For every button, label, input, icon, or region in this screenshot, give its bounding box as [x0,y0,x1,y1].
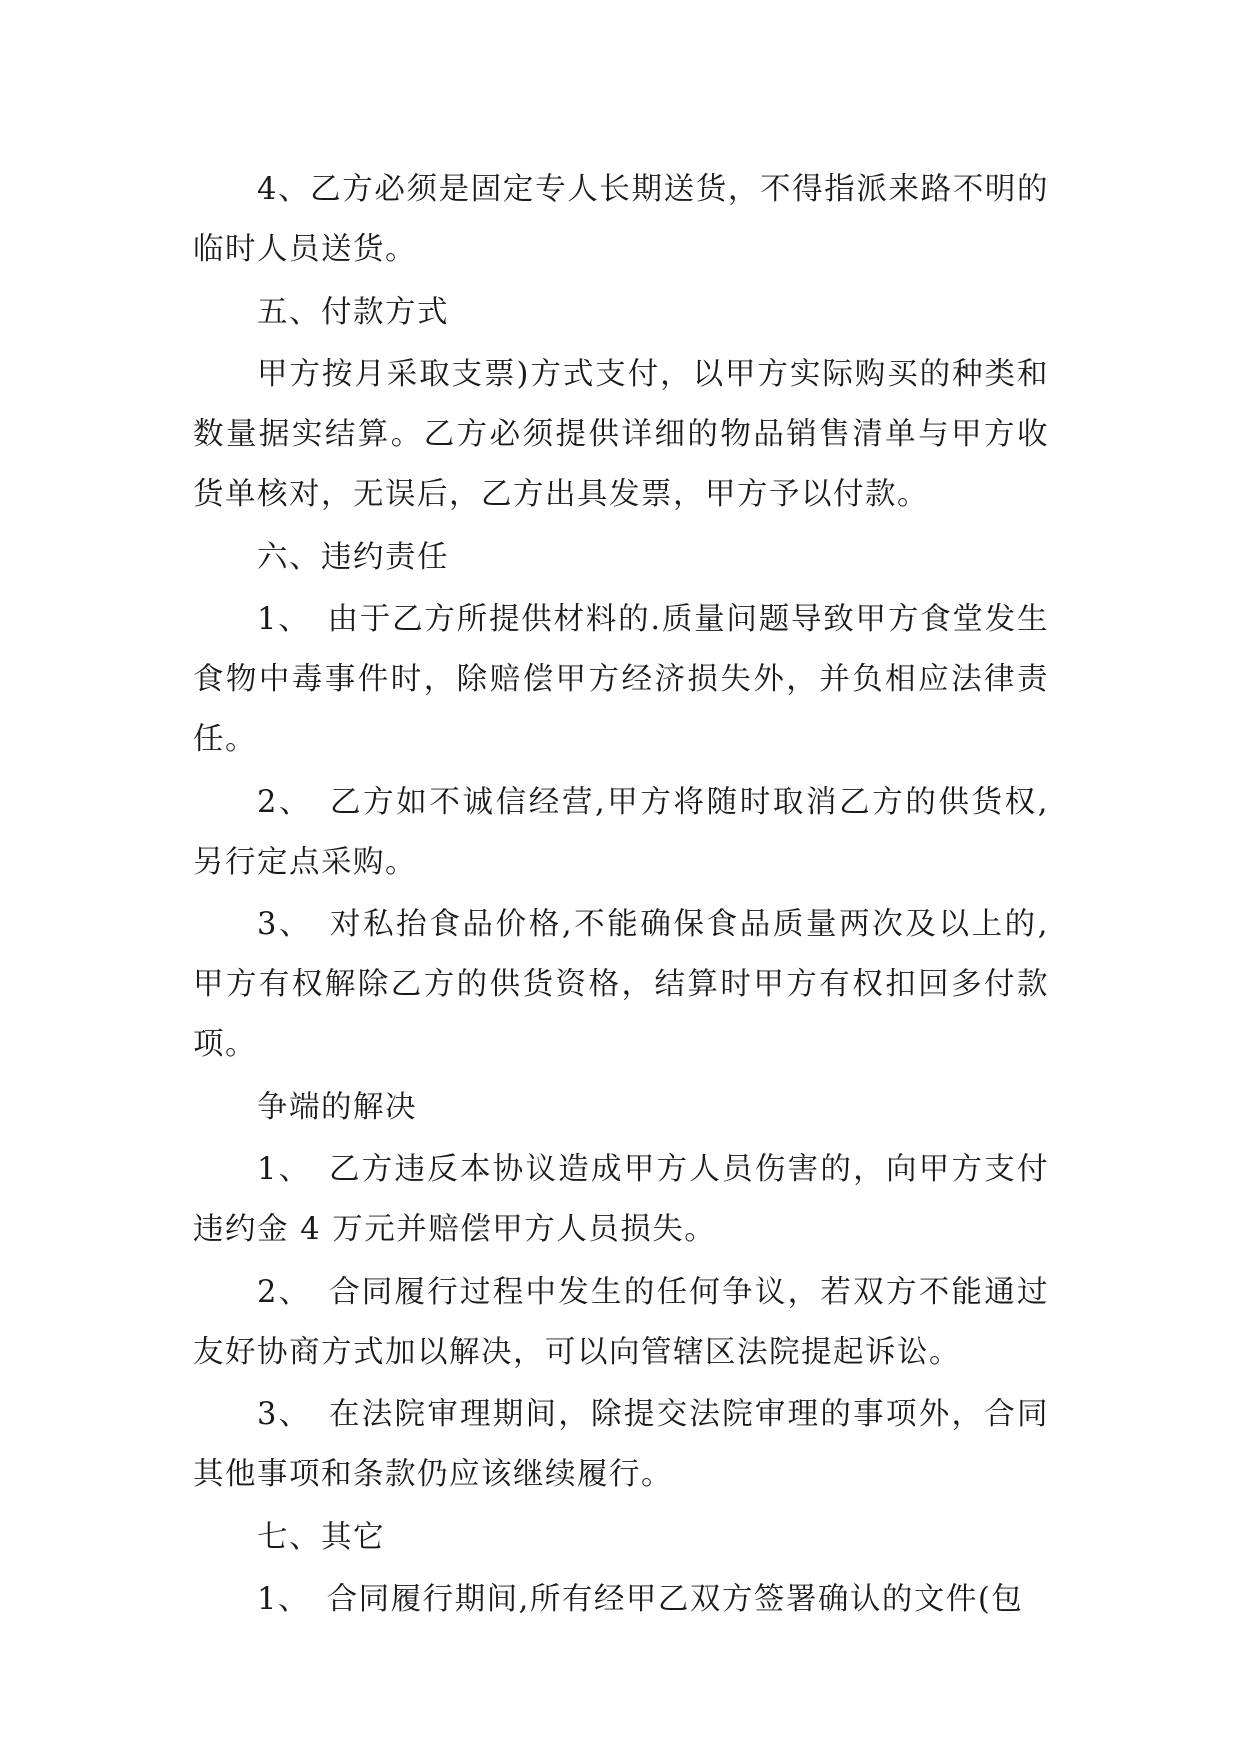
clause-4-delivery-staff: 4、乙方必须是固定专人长期送货，不得指派来路不明的临时人员送货。 [193,172,1049,267]
dispute-clause-3: 3、 在法院审理期间，除提交法院审理的事项外，合同其他事项和条款仍应该继续履行。 [193,1397,1049,1492]
section-heading-other: 七、其它 [257,1519,385,1555]
payment-terms-paragraph: 甲方按月采取支票)方式支付，以甲方实际购买的种类和数量据实结算。乙方必须提供详细的物品销售清单与甲方收货单核对，无误后，乙方出具发票，甲方予以付款。 [193,357,1049,512]
dispute-clause-2: 2、 合同履行过程中发生的任何争议，若双方不能通过友好协商方式加以解决，可以向管辖区法院提起诉讼。 [193,1274,1049,1370]
breach-clause-3: 3、 对私抬食品价格,不能确保食品质量两次及以上的,甲方有权解除乙方的供货资格，结算时甲方有权扣回多付款项。 [193,907,1049,1062]
dispute-clause-1: 1、 乙方违反本协议造成甲方人员伤害的，向甲方支付违约金 4 万元并赔偿甲方人员损失。 [193,1152,1049,1247]
section-heading-payment: 五、付款方式 [257,294,449,330]
breach-clause-2: 2、 乙方如不诚信经营,甲方将随时取消乙方的供货权,另行定点采购。 [193,784,1049,880]
other-clause-1: 1、 合同履行期间,所有经甲乙双方签署确认的文件(包 [257,1582,1024,1617]
section-heading-breach-liability: 六、违约责任 [257,539,449,575]
document-body [193,160,1049,1633]
breach-clause-1: 1、 由于乙方所提供材料的.质量问题导致甲方食堂发生食物中毒事件时，除赔偿甲方经济损失外，并负相应法律责任。 [193,602,1049,757]
section-heading-dispute-resolution: 争端的解决 [257,1089,417,1125]
